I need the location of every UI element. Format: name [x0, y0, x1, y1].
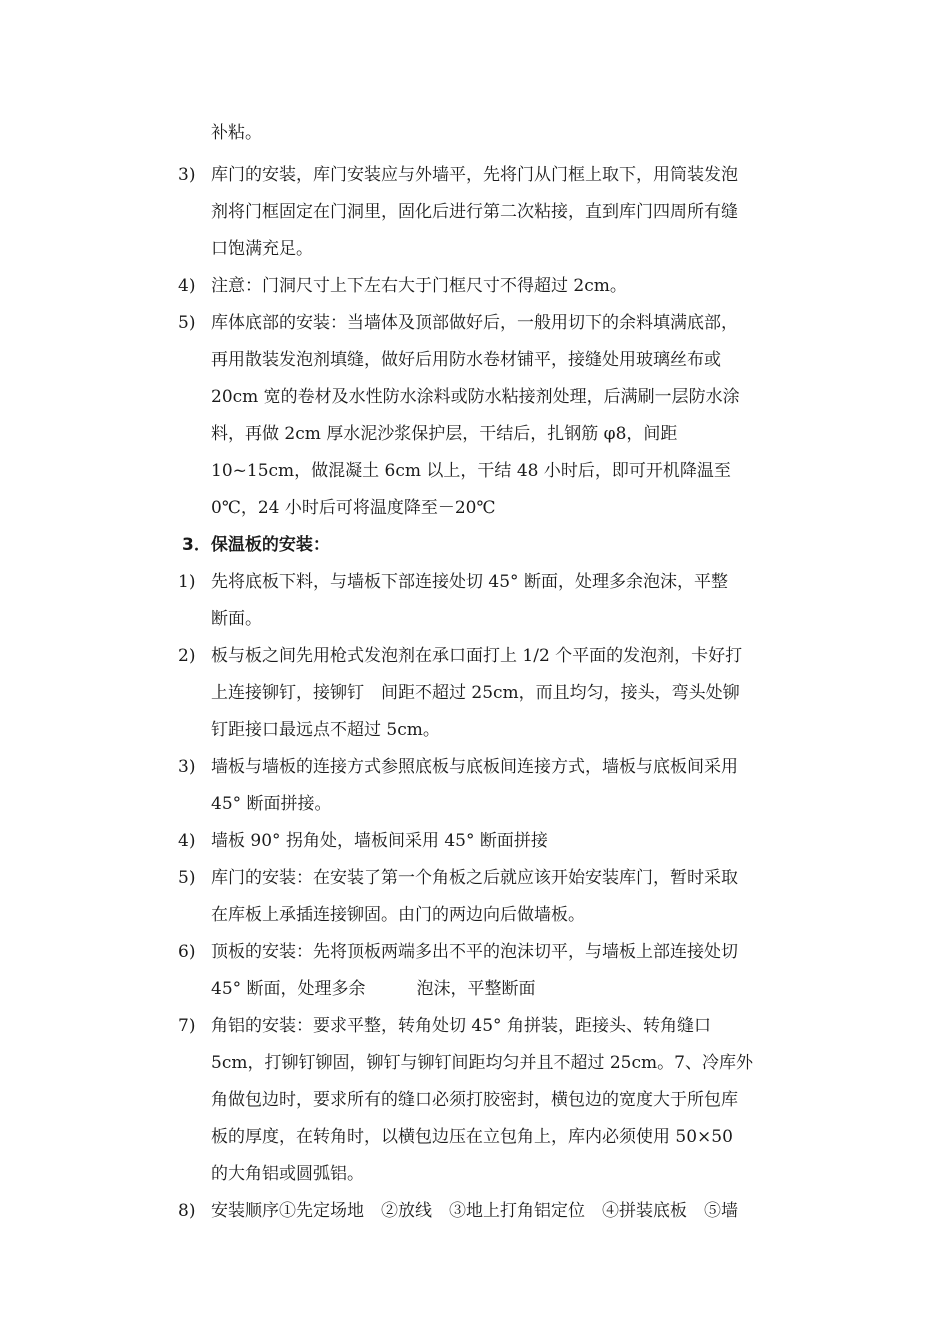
text-line: 的大角铝或圆弧铝。 — [211, 1164, 364, 1184]
text-line: 上连接铆钉，接铆钉 间距不超过 25cm，而且均匀，接头，弯头处铆 — [211, 683, 740, 703]
text-line: 库门的安装，库门安装应与外墙平，先将门从门框上取下，用筒装发泡 — [211, 165, 738, 185]
text-line: 库门的安装：在安装了第一个角板之后就应该开始安装库门，暂时采取 — [211, 868, 738, 888]
text-line: 顶板的安装：先将顶板两端多出不平的泡沫切平，与墙板上部连接处切 — [211, 942, 738, 962]
section-heading: 3．保温板的安装： — [182, 535, 330, 555]
text-line: 料，再做 2cm 厚水泥沙浆保护层，干结后，扎钢筋 φ8，间距 — [211, 424, 678, 444]
text-line: 安装顺序①先定场地 ②放线 ③地上打角铝定位 ④拼装底板 ⑤墙 — [211, 1201, 738, 1221]
list-item-number: 3) — [178, 165, 196, 185]
text-line: 墙板 90° 拐角处，墙板间采用 45° 断面拼接 — [211, 831, 548, 851]
list-item-number: 8) — [178, 1201, 196, 1221]
text-line: 剂将门框固定在门洞里，固化后进行第二次粘接，直到库门四周所有缝 — [211, 202, 738, 222]
text-line: 库体底部的安装：当墙体及顶部做好后，一般用切下的余料填满底部， — [211, 313, 738, 333]
text-line: 断面。 — [211, 609, 262, 629]
list-item-number: 6) — [178, 942, 196, 962]
text-line: 墙板与墙板的连接方式参照底板与底板间连接方式，墙板与底板间采用 — [211, 757, 738, 777]
text-line: 10~15cm，做混凝土 6cm 以上，干结 48 小时后，即可开机降温至 — [211, 461, 731, 481]
list-item-number: 2) — [178, 646, 196, 666]
text-line: 补粘。 — [211, 123, 262, 143]
list-item-number: 4) — [178, 831, 196, 851]
list-item-number: 3) — [178, 757, 196, 777]
text-line: 板的厚度，在转角时，以横包边压在立包角上，库内必须使用 50×50 — [211, 1127, 733, 1147]
list-item-number: 5) — [178, 868, 196, 888]
text-line: 钉距接口最远点不超过 5cm。 — [211, 720, 440, 740]
text-line: 20cm 宽的卷材及水性防水涂料或防水粘接剂处理，后满刷一层防水涂 — [211, 387, 740, 407]
text-line: 口饱满充足。 — [211, 239, 313, 259]
text-line: 板与板之间先用枪式发泡剂在承口面打上 1/2 个平面的发泡剂，卡好打 — [211, 646, 743, 666]
text-line: 45° 断面拼接。 — [211, 794, 332, 814]
text-line: 在库板上承插连接铆固。由门的两边向后做墙板。 — [211, 905, 585, 925]
text-line: 5cm，打铆钉铆固，铆钉与铆钉间距均匀并且不超过 25cm。7、冷库外 — [211, 1053, 753, 1073]
text-line: 先将底板下料，与墙板下部连接处切 45° 断面，处理多余泡沫，平整 — [211, 572, 728, 592]
text-line: 注意：门洞尺寸上下左右大于门框尺寸不得超过 2cm。 — [211, 276, 627, 296]
list-item-number: 7) — [178, 1016, 196, 1036]
text-line: 0℃，24 小时后可将温度降至－20℃ — [211, 498, 496, 518]
list-item-number: 1) — [178, 572, 196, 592]
text-line: 角做包边时，要求所有的缝口必须打胶密封，横包边的宽度大于所包库 — [211, 1090, 738, 1110]
text-line: 再用散装发泡剂填缝，做好后用防水卷材铺平，接缝处用玻璃丝布或 — [211, 350, 721, 370]
list-item-number: 4) — [178, 276, 196, 296]
text-line: 45° 断面，处理多余 泡沫，平整断面 — [211, 979, 536, 999]
text-line: 角铝的安装：要求平整，转角处切 45° 角拼装，距接头、转角缝口 — [211, 1016, 711, 1036]
list-item-number: 5) — [178, 313, 196, 333]
